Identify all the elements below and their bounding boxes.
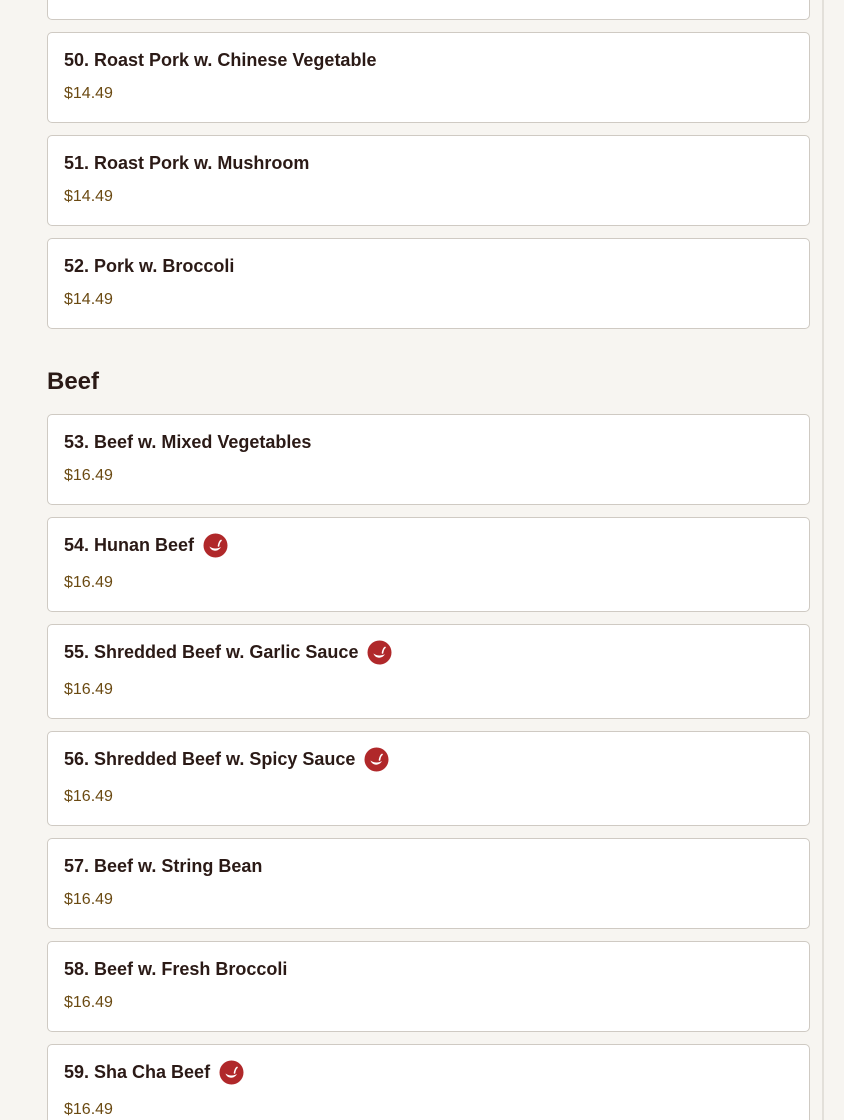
chili-pepper-icon xyxy=(367,640,392,665)
menu-item-card[interactable] xyxy=(47,941,810,1032)
menu-item-price: $16.49 xyxy=(64,681,113,698)
menu-item-name: 59. Sha Cha Beef xyxy=(64,1061,211,1082)
menu-item-card[interactable] xyxy=(47,32,810,123)
menu-item-title-row xyxy=(64,748,389,770)
menu-item-title-row xyxy=(64,534,228,556)
menu-item-name: 52. Pork w. Broccoli xyxy=(64,255,235,276)
menu-item-card[interactable] xyxy=(47,624,810,719)
menu-item-price: $16.49 xyxy=(64,891,113,908)
menu-item-title-row xyxy=(64,641,392,663)
menu-item-price: $16.49 xyxy=(64,574,113,591)
menu-item-price: $16.49 xyxy=(64,788,113,805)
menu-item-price: $14.49 xyxy=(64,188,113,205)
section-title-beef: Beef xyxy=(47,368,100,395)
menu-item-card[interactable] xyxy=(47,238,810,329)
menu-item-name: 50. Roast Pork w. Chinese Vegetable xyxy=(64,49,377,70)
menu-item-card[interactable] xyxy=(47,135,810,226)
chili-pepper-icon xyxy=(364,747,389,772)
menu-item-card[interactable] xyxy=(47,1044,810,1120)
menu-item-name: 51. Roast Pork w. Mushroom xyxy=(64,152,310,173)
menu-item-price: $14.49 xyxy=(64,85,113,102)
menu-item-price: $16.49 xyxy=(64,467,113,484)
menu-item-name: 55. Shredded Beef w. Garlic Sauce xyxy=(64,641,359,662)
menu-item-card[interactable] xyxy=(47,414,810,505)
menu-item-price: $14.49 xyxy=(64,291,113,308)
menu-item-title-row xyxy=(64,1061,244,1083)
menu-item-name: 53. Beef w. Mixed Vegetables xyxy=(64,431,312,452)
menu-item-name: 54. Hunan Beef xyxy=(64,534,195,555)
menu-item-name: 57. Beef w. String Bean xyxy=(64,855,263,876)
menu-item-name: 56. Shredded Beef w. Spicy Sauce xyxy=(64,748,356,769)
menu-item-card[interactable] xyxy=(47,838,810,929)
menu-item-name: 58. Beef w. Fresh Broccoli xyxy=(64,958,288,979)
menu-item-card[interactable] xyxy=(47,731,810,826)
scroll-track-divider xyxy=(822,0,824,1120)
menu-item-card-partial[interactable] xyxy=(47,0,810,20)
menu-item-price: $16.49 xyxy=(64,1101,113,1118)
menu-item-card[interactable] xyxy=(47,517,810,612)
chili-pepper-icon xyxy=(219,1060,244,1085)
chili-pepper-icon xyxy=(203,533,228,558)
menu-item-price: $16.49 xyxy=(64,994,113,1011)
